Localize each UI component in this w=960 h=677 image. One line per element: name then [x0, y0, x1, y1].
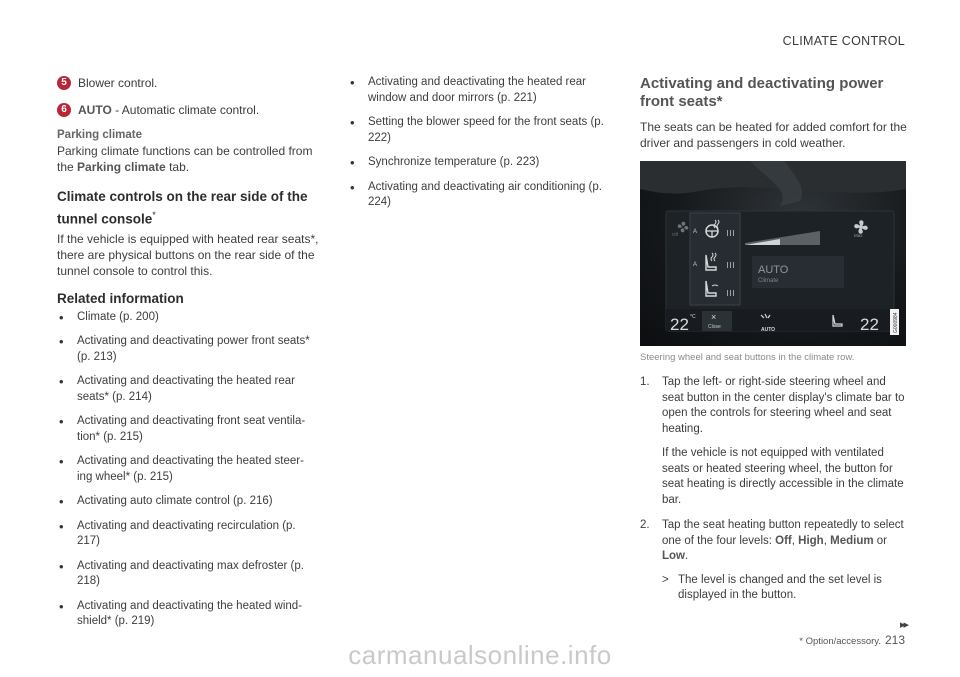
result-text: The level is changed and the set level is displayed in the button.: [678, 573, 882, 601]
svg-text:A: A: [693, 229, 698, 235]
separator: or: [873, 534, 887, 547]
column-left: [57, 75, 319, 639]
callout-number-badge: 6: [57, 103, 71, 117]
callout-text: Blower control.: [78, 76, 158, 90]
parking-climate-text: [57, 143, 319, 175]
close-label: Close: [708, 324, 721, 330]
page-number: 213: [884, 633, 905, 647]
callout-text: [78, 102, 259, 118]
auto-small-label: AUTO: [761, 327, 776, 333]
callout-description: - Automatic climate control.: [111, 103, 260, 117]
column-middle: [348, 75, 610, 220]
related-information-list: [57, 310, 319, 630]
callout-5: [57, 75, 319, 91]
related-link[interactable]: • Activating and deactivating power front seats* (p. 213): [57, 334, 319, 365]
parking-climate-heading: Parking climate: [57, 129, 143, 141]
level-medium: Medium: [830, 534, 874, 547]
callout-6: [57, 102, 319, 118]
step-number: 1.: [640, 376, 650, 388]
related-link[interactable]: • Activating auto climate control (p. 216): [57, 494, 319, 510]
parking-text-2: tab.: [165, 160, 190, 174]
option-asterisk: *: [152, 210, 156, 220]
auto-climate-subtitle: Climate: [758, 278, 779, 284]
step-text-part: Tap the seat heating button repeatedly to select one of the four levels:: [662, 519, 904, 547]
related-link[interactable]: • Climate (p. 200): [57, 310, 319, 326]
related-information-list-continued: [348, 75, 610, 211]
running-header: CLIMATE CONTROL: [782, 34, 905, 48]
step-result: [662, 573, 908, 604]
watermark: carmanualsonline.info: [348, 640, 612, 670]
section-heading: Activating and deactivating power front seats*: [640, 75, 884, 110]
callout-number-badge: 5: [57, 76, 71, 90]
footnote: * Option/accessory.: [799, 636, 881, 647]
step-1: [640, 375, 908, 508]
parking-text-bold: Parking climate: [77, 160, 166, 174]
blower-off-label: Off: [672, 232, 678, 237]
related-link[interactable]: • Activating and deactivating max defroster (p. 218): [57, 559, 319, 590]
column-right: [640, 75, 908, 614]
step-note: If the vehicle is not equipped with ventilated seats or heated steering wheel, the button for seat heating is directly accessible in the climate bar.: [662, 447, 904, 506]
result-marker: >: [662, 573, 669, 586]
climate-display-photo: [640, 161, 906, 346]
related-link[interactable]: • Activating and deactivating front seat ventila- tion* (p. 215): [57, 414, 319, 445]
level-high: High: [798, 534, 824, 547]
related-link[interactable]: • Activating and deactivating recirculation (p. 217): [57, 519, 319, 550]
step-text: Tap the left- or right-side steering wheel and seat button in the center display's climate bar to open the controls for steering wheel and seat heating.: [662, 376, 905, 435]
related-link[interactable]: • Activating and deactivating air conditioning (p. 224): [348, 180, 610, 211]
level-off: Off: [775, 534, 792, 547]
rear-controls-text: If the vehicle is equipped with heated rear seats*, there are physical buttons on the rear side of the tunnel console to control this.: [57, 231, 319, 278]
sentence-end: .: [685, 550, 689, 562]
parking-text-1: Parking climate functions can be controlled from the: [57, 144, 313, 174]
callout-label: AUTO: [78, 103, 112, 117]
related-link[interactable]: • Setting the blower speed for the front seats (p. 222): [348, 115, 610, 146]
related-information-heading: Related information: [57, 290, 184, 306]
separator: ,: [823, 534, 827, 547]
step-2: [640, 518, 908, 604]
step-text: [662, 519, 904, 562]
level-low: Low: [662, 550, 685, 562]
separator: ,: [791, 534, 799, 547]
temp-right-value: 22: [860, 315, 879, 334]
temp-unit: °C: [690, 314, 696, 320]
temp-left-value: 22: [670, 315, 689, 334]
blower-max-label: Max: [854, 233, 863, 238]
rear-controls-heading: [57, 187, 319, 229]
related-link[interactable]: • Activating and deactivating the heated wind- shield* (p. 219): [57, 599, 319, 630]
section-intro: The seats can be heated for added comfort for the driver and passengers in cold weather.: [640, 120, 907, 150]
related-link[interactable]: • Activating and deactivating the heated rear window and door mirrors (p. 221): [348, 75, 610, 106]
related-link[interactable]: • Synchronize temperature (p. 223): [348, 155, 610, 171]
auto-climate-title: AUTO: [758, 264, 789, 276]
image-code: G000984: [893, 312, 899, 333]
step-number: 2.: [640, 519, 650, 531]
related-link[interactable]: • Activating and deactivating the heated rear seats* (p. 214): [57, 374, 319, 405]
rear-heading-text: Climate controls on the rear side of the tunnel console: [57, 189, 308, 227]
related-link[interactable]: • Activating and deactivating the heated steer- ing wheel* (p. 215): [57, 454, 319, 485]
svg-text:×: ×: [711, 312, 717, 322]
svg-text:A: A: [693, 262, 698, 268]
photo-caption: Steering wheel and seat buttons in the climate row.: [640, 352, 855, 363]
next-page-marker: ▸▸: [899, 619, 907, 631]
climate-display-illustration: [640, 161, 906, 346]
instruction-steps: [640, 375, 908, 604]
